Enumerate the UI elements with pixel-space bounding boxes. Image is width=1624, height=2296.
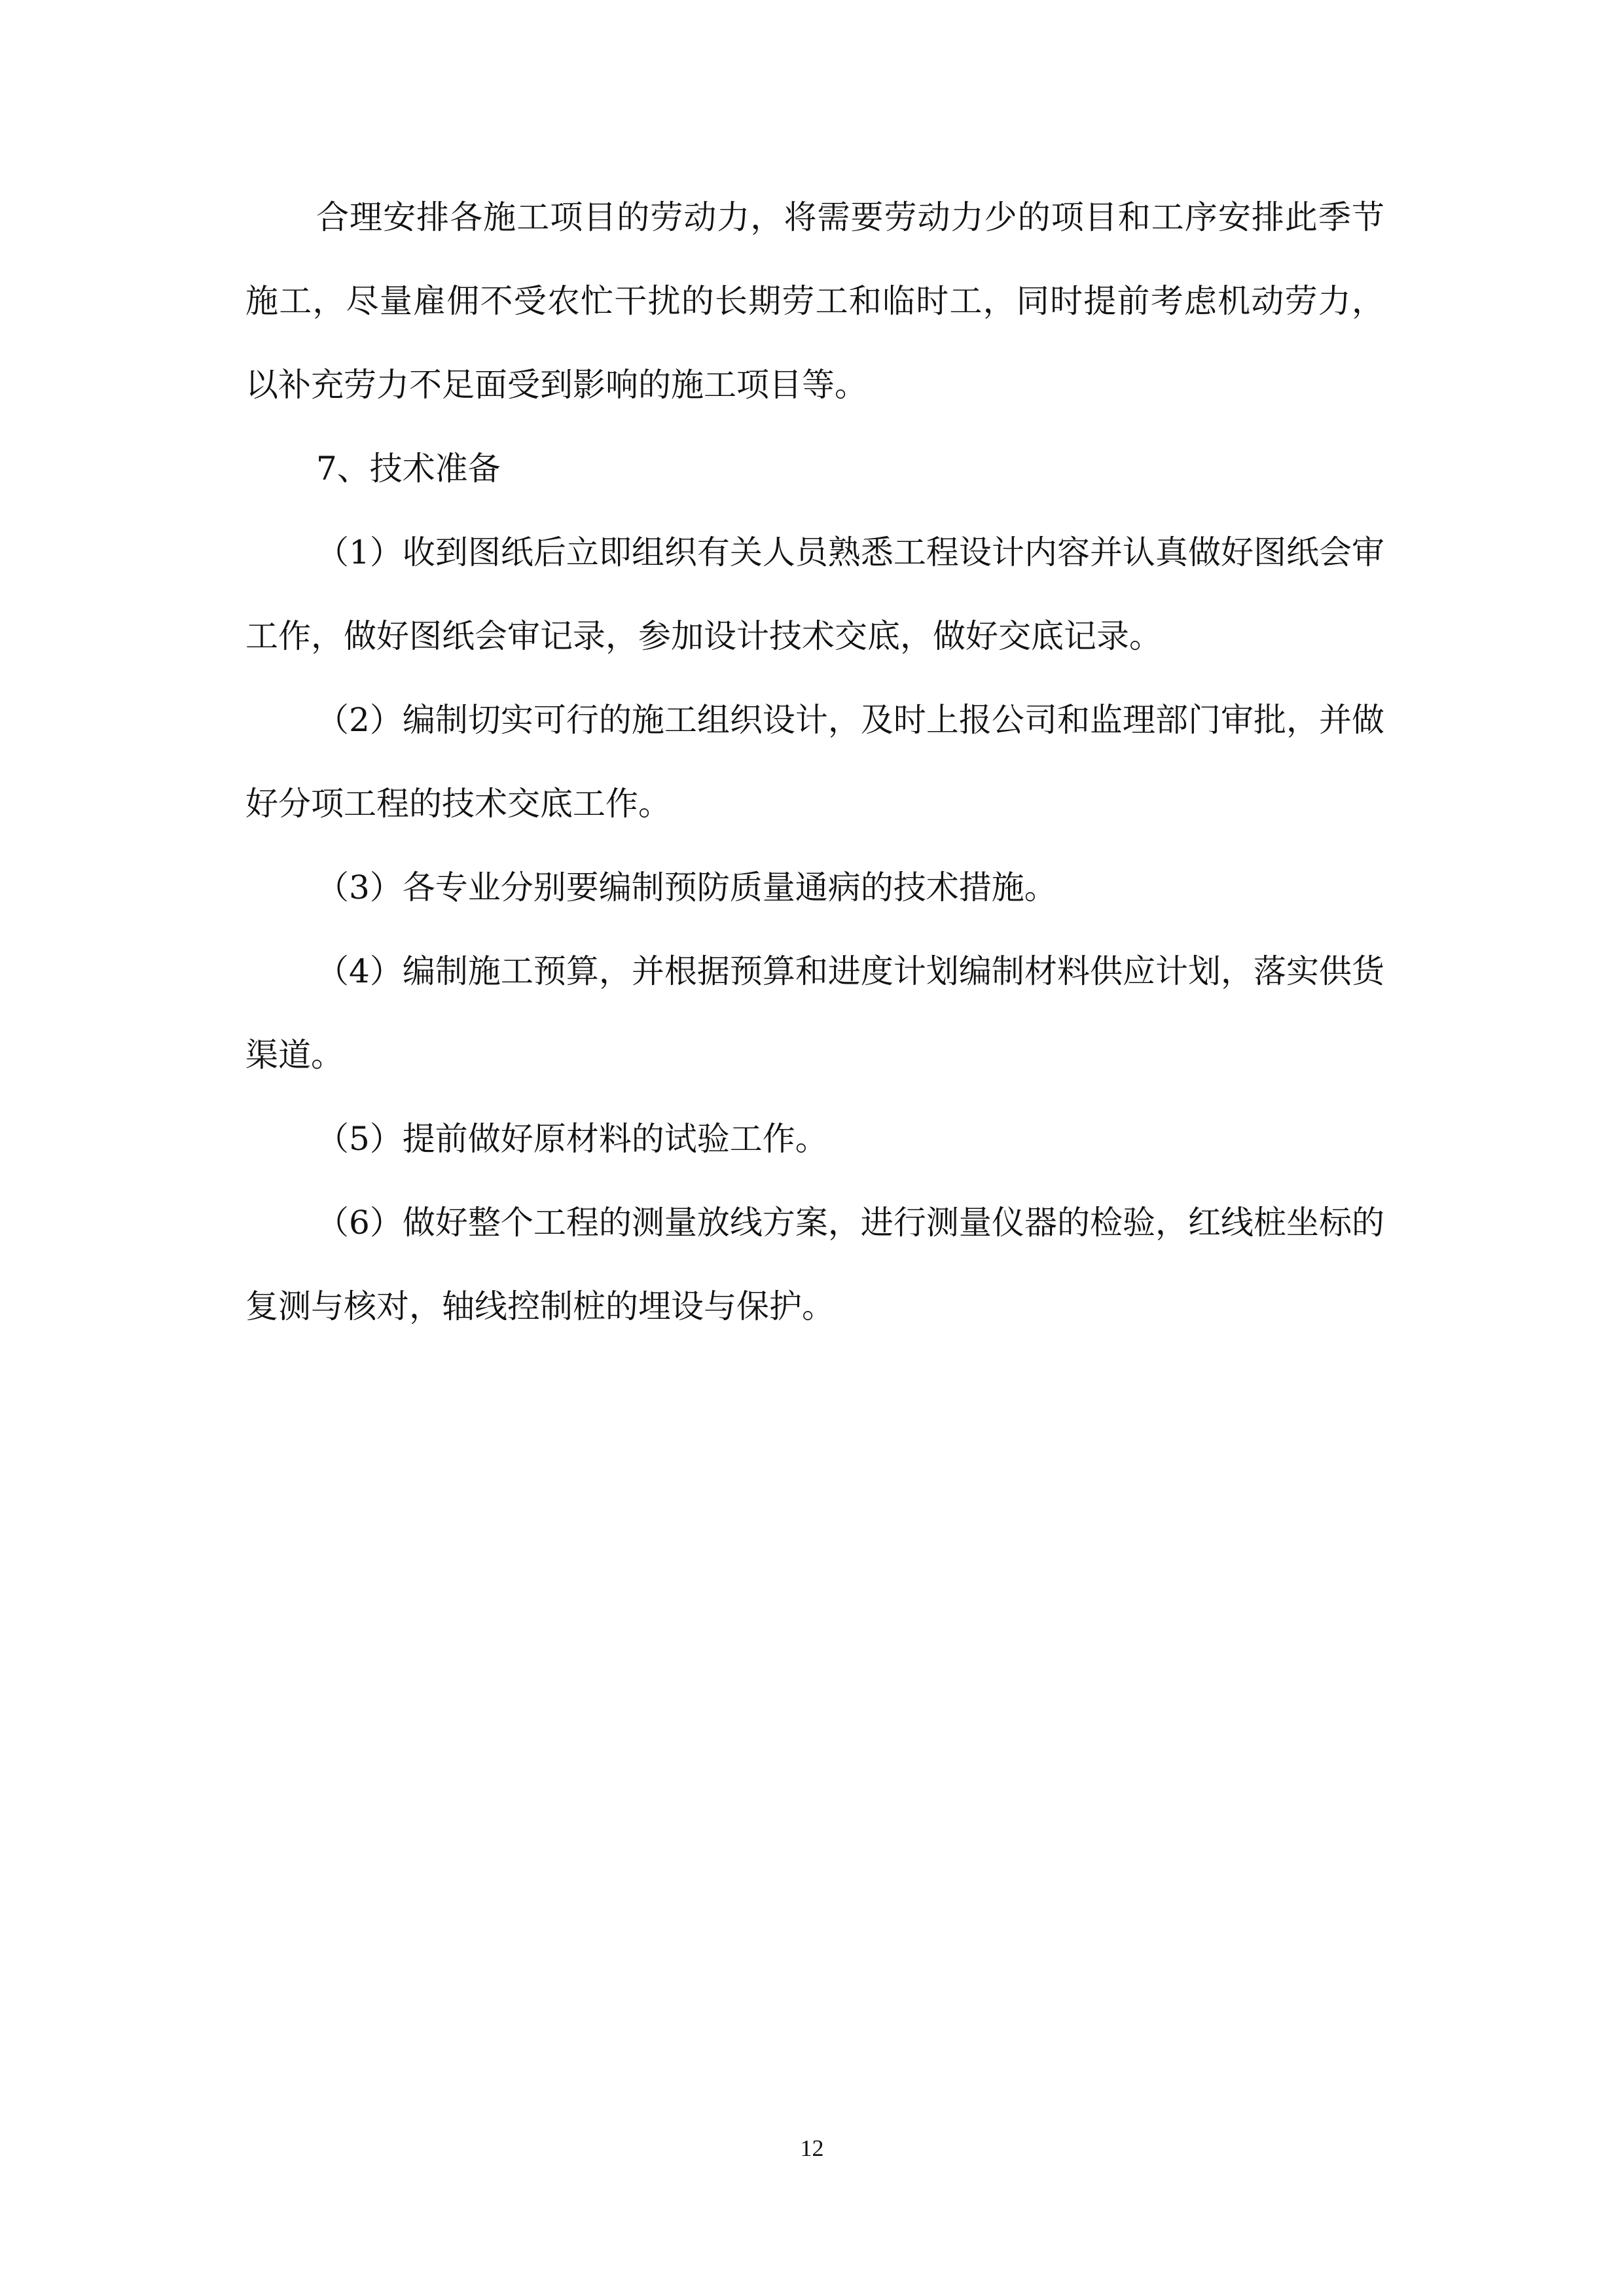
paragraph-item-1: （1）收到图纸后立即组织有关人员熟悉工程设计内容并认真做好图纸会审工作，做好图纸会审记录，参加设计技术交底，做好交底记录。 (245, 533, 1384, 655)
section-heading-technical-preparation: 7、技术准备 (316, 450, 501, 488)
paragraph-item-6: （6）做好整个工程的测量放线方案，进行测量仪器的检验，红线桩坐标的复测与核对，轴线控制桩的埋设与保护。 (245, 1204, 1384, 1325)
paragraph-item-3: （3）各专业分别要编制预防质量通病的技术措施。 (316, 869, 1057, 906)
paragraph-item-5: （5）提前做好原材料的试验工作。 (316, 1120, 828, 1158)
paragraph-labor-arrangement: 合理安排各施工项目的劳动力，将需要劳动力少的项目和工序安排此季节施工，尽量雇佣不受农忙干扰的长期劳工和临时工，同时提前考虑机动劳力，以补充劳力不足面受到影响的施工项目等。 (245, 198, 1384, 404)
paragraph-item-4: （4）编制施工预算，并根据预算和进度计划编制材料供应计划，落实供货渠道。 (245, 952, 1384, 1074)
document-body (245, 175, 1384, 1348)
page-number: 12 (800, 2135, 824, 2161)
paragraph-item-2: （2）编制切实可行的施工组织设计，及时上报公司和监理部门审批，并做好分项工程的技术交底工作。 (245, 701, 1384, 823)
